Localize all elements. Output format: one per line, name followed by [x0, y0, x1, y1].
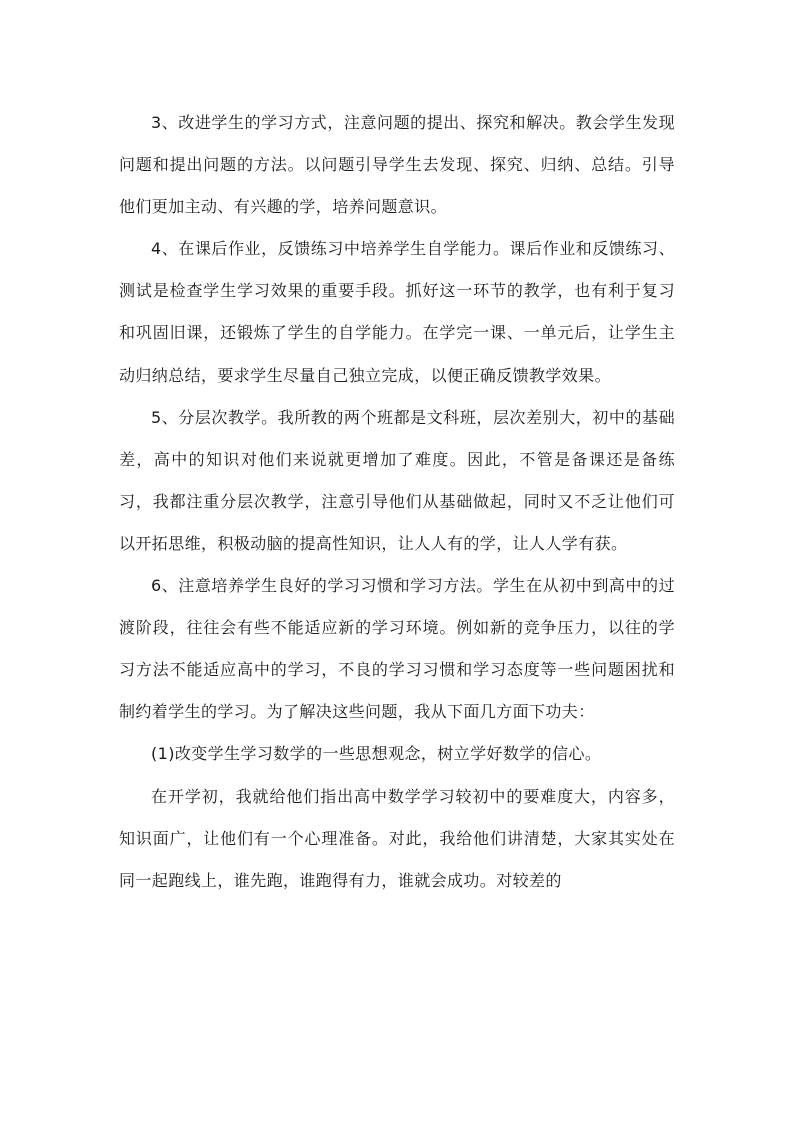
- paragraph-continuation: 在开学初，我就给他们指出高中数学学习较初中的要难度大，内容多，知识面广，让他们有一个心理准备。对此，我给他们讲清楚，大家其实处在同一起跑线上，谁先跑，谁跑得有力，谁就会成功。对较差的: [119, 786, 675, 890]
- paragraph-item-3: 3、改进学生的学习方式，注意问题的提出、探究和解决。教会学生发现问题和提出问题的方法。以问题引导学生去发现、探究、归纳、总结。引导他们更加主动、有兴趣的学，培养问题意识。: [119, 113, 675, 217]
- paragraph-item-4: 4、在课后作业，反馈练习中培养学生自学能力。课后作业和反馈练习、测试是检查学生学习效果的重要手段。抓好这一环节的教学，也有利于复习和巩固旧课，还锻炼了学生的自学能力。在学完一课、一单元后，让学生主动归纳总结，要求学生尽量自己独立完成，以便正确反馈教学效果。: [119, 239, 675, 385]
- document-body: [119, 102, 675, 902]
- paragraph-sub-item-1: (1)改变学生学习数学的一些思想观念，树立学好数学的信心。: [151, 744, 602, 764]
- paragraph-item-5: 5、分层次教学。我所教的两个班都是文科班，层次差别大，初中的基础差，高中的知识对他们来说就更增加了难度。因此，不管是备课还是备练习，我都注重分层次教学，注意引导他们从基础做起，同时又不乏让他们可以开拓思维，积极动脑的提高性知识，让人人有的学，让人人学有获。: [119, 407, 675, 553]
- paragraph-item-6: 6、注意培养学生良好的学习习惯和学习方法。学生在从初中到高中的过渡阶段，往往会有些不能适应新的学习环境。例如新的竞争压力，以往的学习方法不能适应高中的学习，不良的学习习惯和学习态度等一些问题困扰和制约着学生的学习。为了解决这些问题，我从下面几方面下功夫：: [119, 576, 675, 722]
